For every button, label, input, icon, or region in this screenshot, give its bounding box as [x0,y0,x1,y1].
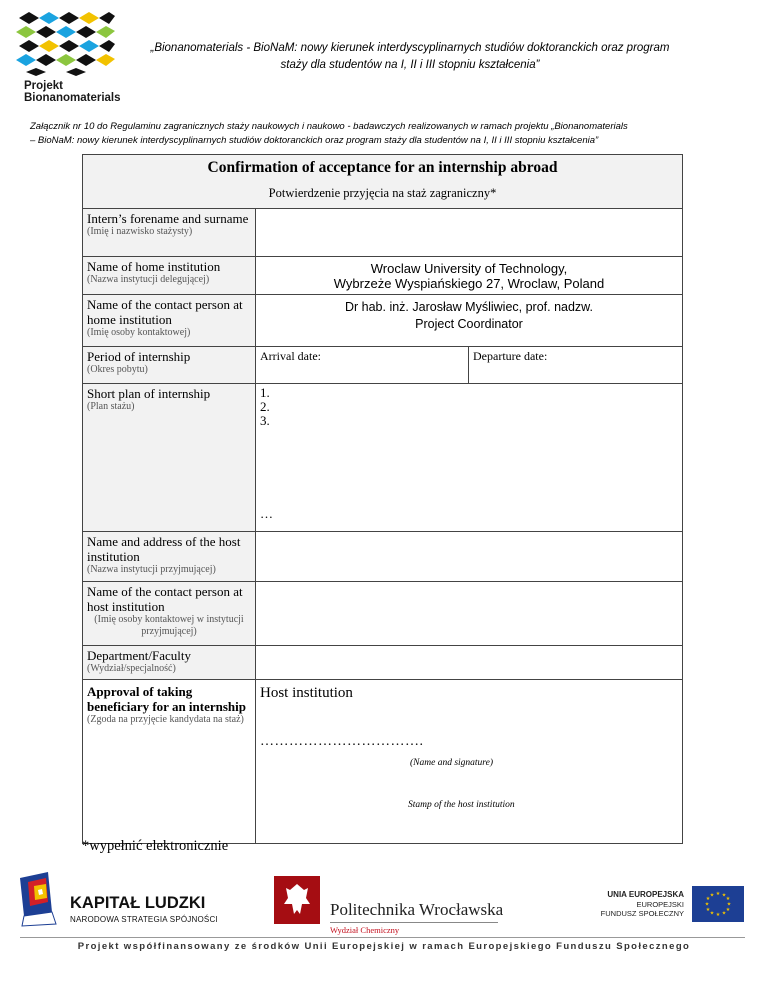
svg-text:★: ★ [705,896,711,902]
politechnika-rule [330,922,498,923]
home-institution-field[interactable] [256,257,683,295]
form-subtitle: Potwierdzenie przyjęcia na staż zagraniczny* [268,186,497,200]
host-institution-field[interactable] [256,532,683,582]
kapital-ludzki-logo-icon [16,872,66,928]
departure-date-label: Departure date: [473,349,548,363]
svg-text:★: ★ [725,907,731,913]
plan-field[interactable] [256,384,683,532]
project-title [120,40,700,74]
annex-line1: Załącznik nr 10 do Regulaminu zagranicznych staży naukowych i naukowo - badawczych realizowanych w ramach projektu „Bionanomaterials [30,121,628,132]
svg-text:★: ★ [709,910,715,917]
approval-label: Approval of taking beneficiary for an internship [87,684,247,714]
intern-name-field[interactable] [256,209,683,257]
contact-home-label-cell [83,295,256,347]
contact-host-sublabel: (Imię osoby kontaktowej w instytucji przyjmującej) [94,614,244,637]
politechnika-title: Politechnika Wrocławska [330,900,504,919]
contact-home-sublabel: (Imię osoby kontaktowej) [87,327,191,338]
intern-name-label-cell [83,209,256,257]
svg-text:★: ★ [715,912,721,918]
eu-text [560,890,684,919]
plan-item: 1. [260,385,270,400]
period-label: Period of internship [87,349,191,364]
contact-home-field[interactable] [256,295,683,347]
footer-logos [0,868,768,938]
svg-text:★: ★ [726,901,732,908]
eu-line1: UNIA EUROPEJSKA [607,890,684,899]
home-institution-value-line1: Wroclaw University of Technology, [370,261,568,276]
footer-cofinancing-text: Projekt współfinansowany ze środków Unii Europejskiej w ramach Europejskiego Funduszu Społecznego [77,941,691,952]
annex-line2: – BioNaM: nowy kierunek interdyscyplinarnych studiów doktoranckich oraz program staży dla studentów na I, II i III stopniu kształcenia” [30,135,599,146]
department-label-cell [83,646,256,680]
period-field [256,347,683,384]
home-institution-sublabel: (Nazwa instytucji delegującej) [87,274,210,285]
contact-home-value-line1: Dr hab. inż. Jarosław Myśliwiec, prof. nadzw. [344,300,593,314]
plan-sublabel: (Plan stażu) [87,401,135,412]
kapital-ludzki-title: KAPITAŁ LUDZKI [70,894,206,912]
contact-host-label: Name of the contact person at host institution [87,584,243,614]
plan-label: Short plan of internship [87,386,211,401]
stamp-caption: Stamp of the host institution [408,800,515,810]
svg-text:★: ★ [705,907,711,913]
home-institution-label-cell [83,257,256,295]
signature-line[interactable]: ……………………………. [260,734,424,749]
politechnika-crest-icon [274,876,320,924]
svg-text:★: ★ [704,901,710,908]
host-institution-sublabel: (Nazwa instytucji przyjmującej) [87,564,216,575]
host-institution-heading: Host institution [260,685,353,701]
form-title: Confirmation of acceptance for an internship abroad [207,159,558,176]
home-institution-value-line2: Wybrzeże Wyspiańskiego 27, Wroclaw, Poland [333,276,605,291]
arrival-date-field[interactable] [256,347,469,383]
logo-text-line1: Projekt [24,80,63,92]
departure-date-field[interactable] [469,347,682,383]
department-field[interactable] [256,646,683,680]
plan-label-cell [83,384,256,532]
project-title-line2: staży dla studentów na I, II i III stopniu kształcenia” [280,59,540,71]
logo-text-line2: Bionanomaterials [24,92,121,104]
politechnika-faculty: Wydział Chemiczny [330,925,400,935]
intern-name-label: Intern’s forename and surname [87,211,249,226]
contact-home-value-line2: Project Coordinator [415,317,523,331]
period-label-cell [83,347,256,384]
footer-rule [20,937,745,938]
approval-label-cell [83,680,256,844]
contact-host-field[interactable] [256,582,683,646]
eu-line3: FUNDUSZ SPOŁECZNY [600,909,684,918]
host-institution-label-cell [83,532,256,582]
period-sublabel: (Okres pobytu) [87,364,148,375]
svg-text:★: ★ [715,891,721,897]
internship-form [82,154,683,844]
project-title-line1: „Bionanomaterials - BioNaM: nowy kierunek interdyscyplinarnych studiów doktoranckich oraz program [150,42,670,54]
intern-name-sublabel: (Imię i nazwisko stażysty) [87,226,193,237]
project-logo [14,10,121,105]
name-signature-caption: (Name and signature) [410,758,494,768]
eu-line2: EUROPEJSKI [636,899,684,909]
logo-text [24,80,121,104]
svg-text:★: ★ [721,910,727,917]
approval-field [256,680,683,844]
annex-note [30,120,750,148]
svg-text:★: ★ [709,892,715,899]
home-institution-label: Name of home institution [87,259,221,274]
kapital-ludzki-subtitle: NARODOWA STRATEGIA SPÓJNOŚCI [70,915,218,924]
department-sublabel: (Wydział/specjalność) [87,663,176,674]
svg-text:★: ★ [725,896,731,902]
form-header [83,155,683,209]
contact-home-label: Name of the contact person at home institution [87,297,243,327]
arrival-date-label: Arrival date: [260,349,321,363]
cube-pattern-icon [14,10,116,80]
department-label: Department/Faculty [87,648,191,663]
plan-ellipsis: … [260,506,273,521]
plan-item: 3. [260,413,270,428]
plan-item: 2. [260,399,270,414]
host-institution-label: Name and address of the host institution [87,534,241,564]
approval-sublabel: (Zgoda na przyjęcie kandydata na staż) [87,714,244,725]
svg-text:★: ★ [721,892,727,899]
electronic-fill-note: *wypełnić elektronicznie [82,838,229,854]
eu-flag-icon [692,886,744,922]
contact-host-label-cell [83,582,256,646]
